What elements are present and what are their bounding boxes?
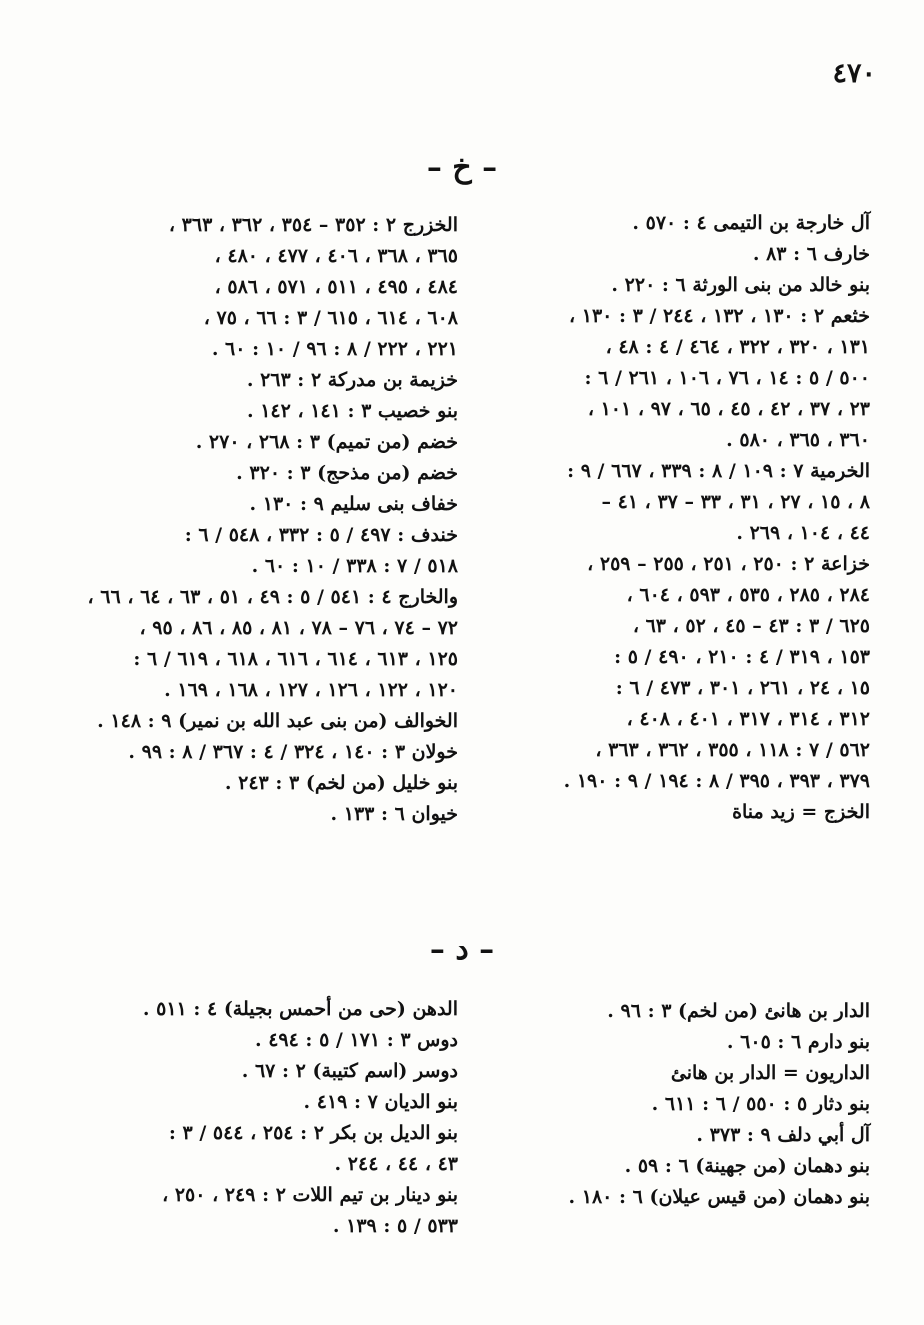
- index-line: ٤٨٤ ، ٤٩٥ ، ٥١١ ، ٥٧١ ، ٥٨٦ ،: [214, 276, 458, 298]
- index-line: بنو الديان ٧ : ٤١٩ .: [303, 1091, 458, 1113]
- index-line: ٣٦٠ ، ٣٦٥ ، ٥٨٠ .: [726, 429, 870, 451]
- index-line: ٢٣ ، ٣٧ ، ٤٢ ، ٤٥ ، ٦٥ ، ٩٧ ، ١٠١ ،: [587, 398, 870, 420]
- page-number: ٤٧٠: [832, 58, 876, 89]
- index-line: ٧٢ – ٧٤ ، ٧٦ – ٧٨ ، ٨١ ، ٨٥ ، ٨٦ ، ٩٥ ،: [139, 617, 458, 639]
- index-line: الخرمية ٧ : ١٠٩ / ٨ : ٣٣٩ ، ٦٦٧ / ٩ :: [567, 460, 870, 482]
- index-line: آل أبي دلف ٩ : ٣٧٣ .: [696, 1124, 870, 1146]
- index-line: الداريون = الدار بن هانئ: [670, 1062, 870, 1084]
- index-line: والخارج ٤ : ٥٤١ / ٥ : ٤٩ ، ٥١ ، ٦٣ ، ٦٤ ، ٦٦ ،: [87, 586, 458, 608]
- index-line: الخوالف (من بنى عبد الله بن نمير) ٩ : ١٤٨ .: [97, 710, 458, 732]
- index-line: ٨ ، ١٥ ، ٢٧ ، ٣١ ، ٣٣ – ٣٧ ، ٤١ –: [601, 491, 870, 513]
- index-line: خفاف بنى سليم ٩ : ١٣٠ .: [249, 493, 458, 515]
- index-line: خزاعة ٢ : ٢٥٠ ، ٢٥١ ، ٢٥٥ – ٢٥٩ ،: [587, 553, 870, 575]
- index-line: خزيمة بن مدركة ٢ : ٢٦٣ .: [246, 369, 458, 391]
- index-line: ٦٢٥ / ٣ : ٤٣ – ٤٥ ، ٥٢ ، ٦٣ ،: [632, 615, 870, 637]
- dal-right-column: [470, 996, 870, 1213]
- index-line: خندف : ٤٩٧ / ٥ : ٣٣٢ ، ٥٤٨ / ٦ :: [184, 524, 458, 546]
- index-line: خولان ٣ : ١٤٠ ، ٣٢٤ / ٤ : ٣٦٧ / ٨ : ٩٩ .: [128, 741, 458, 763]
- index-line: آل خارجة بن التيمى ٤ : ٥٧٠ .: [632, 212, 870, 234]
- index-line: ٢٢١ ، ٢٢٢ / ٨ : ٩٦ / ١٠ : ٦٠ .: [211, 338, 458, 360]
- index-line: ٣٦٥ ، ٣٦٨ ، ٤٠٦ ، ٤٧٧ ، ٤٨٠ ،: [214, 245, 458, 267]
- index-line: ٢٨٤ ، ٢٨٥ ، ٥٣٥ ، ٥٩٣ ، ٦٠٤ ،: [626, 584, 870, 606]
- kha-right-column: [470, 208, 870, 828]
- index-line: خارف ٦ : ٨٣ .: [752, 243, 870, 265]
- dal-left-column: [90, 994, 458, 1242]
- index-line: ٥٦٢ / ٧ : ١١٨ ، ٣٥٥ ، ٣٦٢ ، ٣٦٣ ،: [595, 739, 870, 761]
- index-line: بنو دهمان (من جهينة) ٦ : ٥٩ .: [624, 1155, 870, 1177]
- index-line: بنو الديل بن بكر ٢ : ٢٥٤ ، ٥٤٤ / ٣ :: [168, 1122, 458, 1144]
- section-heading-dal: – د –: [429, 932, 495, 967]
- index-line: بنو دهمان (من قيس عيلان) ٦ : ١٨٠ .: [568, 1186, 870, 1208]
- index-line: الدهن (حى من أحمس بجيلة) ٤ : ٥١١ .: [142, 998, 458, 1020]
- index-line: ٣٧٩ ، ٣٩٣ ، ٣٩٥ / ٨ : ١٩٤ / ٩ : ١٩٠ .: [563, 770, 870, 792]
- index-line: ٣١٢ ، ٣١٤ ، ٣١٧ ، ٤٠١ ، ٤٠٨ ،: [626, 708, 870, 730]
- index-line: بنو دارم ٦ : ٦٠٥ .: [726, 1031, 870, 1053]
- kha-left-column: [87, 210, 458, 830]
- index-line: خضم (من مذحج) ٣ : ٣٢٠ .: [236, 462, 458, 484]
- index-line: ٥٠٠ / ٥ : ١٤ ، ٧٦ ، ١٠٦ ، ٢٦١ / ٦ :: [584, 367, 870, 389]
- index-line: ١٣١ ، ٣٢٠ ، ٣٢٢ ، ٤٦٤ / ٤ : ٤٨ ،: [605, 336, 870, 358]
- index-line: بنو خصيب ٣ : ١٤١ ، ١٤٢ .: [246, 400, 458, 422]
- index-line: ١٢٠ ، ١٢٢ ، ١٢٦ ، ١٢٧ ، ١٦٨ ، ١٦٩ .: [164, 679, 458, 701]
- index-line: ٤٣ ، ٤٤ ، ٢٤٤ .: [334, 1153, 458, 1175]
- index-line: بنو دينار بن تيم اللات ٢ : ٢٤٩ ، ٢٥٠ ،: [162, 1184, 458, 1206]
- index-line: بنو دثار ٥ : ٥٥٠ / ٦ : ٦١١ .: [651, 1093, 870, 1115]
- index-line: ١٥ ، ٢٤ ، ٢٦١ ، ٣٠١ ، ٤٧٣ / ٦ :: [615, 677, 870, 699]
- index-line: خضم (من تميم) ٣ : ٢٦٨ ، ٢٧٠ .: [195, 431, 458, 453]
- index-line: الخزرج ٢ : ٣٥٢ – ٣٥٤ ، ٣٦٢ ، ٣٦٣ ،: [168, 214, 458, 236]
- index-line: ٥٣٣ / ٥ : ١٣٩ .: [332, 1215, 458, 1237]
- index-line: ١٢٥ ، ٦١٣ ، ٦١٤ ، ٦١٦ ، ٦١٨ ، ٦١٩ / ٦ :: [133, 648, 458, 670]
- index-line: ١٥٣ ، ٣١٩ / ٤ : ٢١٠ ، ٤٩٠ / ٥ :: [614, 646, 870, 668]
- index-line: دوس ٣ : ١٧١ / ٥ : ٤٩٤ .: [254, 1029, 458, 1051]
- index-line: خيوان ٦ : ١٣٣ .: [330, 803, 458, 825]
- section-heading-kha: – خ –: [426, 150, 498, 185]
- index-line: ٤٤ ، ١٠٤ ، ٢٦٩ .: [736, 522, 870, 544]
- index-line: ٥١٨ / ٧ : ٣٣٨ / ١٠ : ٦٠ .: [251, 555, 458, 577]
- index-line: الدار بن هانئ (من لخم) ٣ : ٩٦ .: [607, 1000, 870, 1022]
- index-line: دوسر (اسم كتيبة) ٢ : ٦٧ .: [241, 1060, 458, 1082]
- index-line: بنو خليل (من لخم) ٣ : ٢٤٣ .: [224, 772, 458, 794]
- index-line: خثعم ٢ : ١٣٠ ، ١٣٢ ، ٢٤٤ / ٣ : ١٣٠ ،: [568, 305, 870, 327]
- index-line: بنو خالد من بنى الورثة ٦ : ٢٢٠ .: [611, 274, 870, 296]
- index-line: الخزج = زيد مناة: [732, 801, 870, 823]
- index-line: ٦٠٨ ، ٦١٤ ، ٦١٥ / ٣ : ٦٦ ، ٧٥ ،: [203, 307, 458, 329]
